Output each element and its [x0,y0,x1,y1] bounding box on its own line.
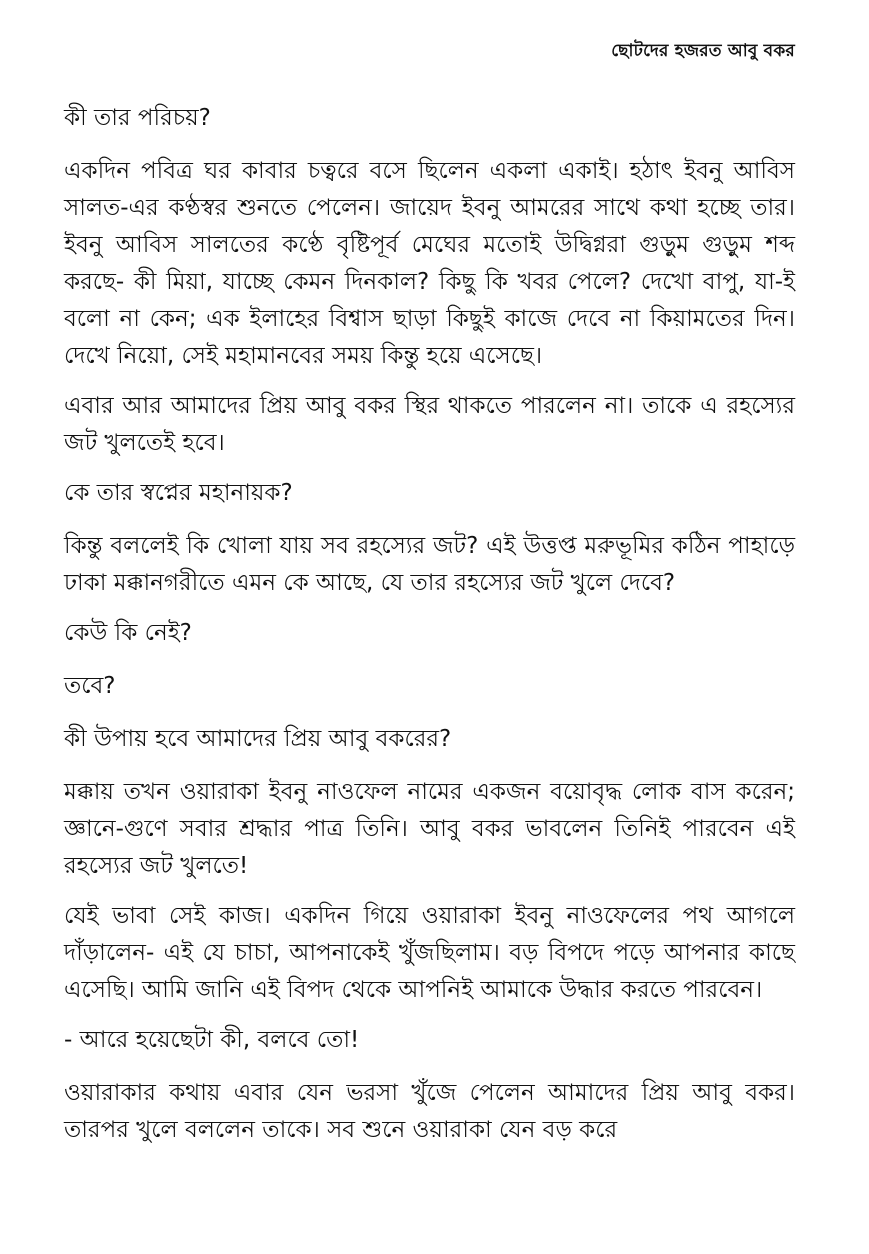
question-heading: কে তার স্বপ্নের মহানায়ক? [64,480,293,506]
body-paragraph: একদিন পবিত্র ঘর কাবার চত্বরে বসে ছিলেন একলা একাই। হঠাৎ ইবনু আবিস সালত-এর কণ্ঠস্বর শুনতে পেলেন। জায়েদ ইবনু আমরের সাথে কথা হচ্ছে তার। ইবনু আবিস সালতের কণ্ঠে বৃষ্টিপূর্ব মেঘের মতোই উদ্বিগ্নরা গুড়ুম গুড়ুম শব্দ করছে- কী মিয়া, যাচ্ছে কেমন দিনকাল? কিছু কি খবর পেলে? দেখো বাপু, যা-ই বলো না কেন; এক ইলাহের বিশ্বাস ছাড়া কিছুই কাজে দেবে না কিয়ামতের দিন। দেখে নিয়ো, সেই মহামানবের সময় কিন্তু হয়ে এসেছে। [64,158,795,369]
question-heading: কী তার পরিচয়? [64,105,211,131]
question-line: কেউ কি নেই? [64,620,192,646]
body-paragraph: কিন্তু বললেই কি খোলা যায় সব রহস্যের জট? এই উত্তপ্ত মরুভূমির কঠিন পাহাড়ে ঢাকা মক্কানগরীতে এমন কে আছে, যে তার রহস্যের জট খুলে দেবে? [64,533,795,596]
question-line: কী উপায় হবে আমাদের প্রিয় আবু বকরের? [64,726,452,752]
dialogue-line: - আরে হয়েছেটা কী, বলবে তো! [64,1027,360,1053]
question-line: তবে? [64,673,116,699]
body-paragraph: এবার আর আমাদের প্রিয় আবু বকর স্থির থাকতে পারলেন না। তাকে এ রহস্যের জট খুলতেই হবে। [64,393,795,456]
running-header: ছোটদের হজরত আবু বকর [611,41,795,61]
body-paragraph: যেই ভাবা সেই কাজ। একদিন গিয়ে ওয়ারাকা ইবনু নাওফেলের পথ আগলে দাঁড়ালেন- এই যে চাচা, আপনাকেই খুঁজছিলাম। বড় বিপদে পড়ে আপনার কাছে এসেছি। আমি জানি এই বিপদ থেকে আপনিই আমাকে উদ্ধার করতে পারবেন। [64,903,795,1003]
body-paragraph: ওয়ারাকার কথায় এবার যেন ভরসা খুঁজে পেলেন আমাদের প্রিয় আবু বকর। তারপর খুলে বললেন তাকে। সব শুনে ওয়ারাকা যেন বড় করে [64,1080,795,1143]
body-paragraph: মক্কায় তখন ওয়ারাকা ইবনু নাওফেল নামের একজন বয়োবৃদ্ধ লোক বাস করেন; জ্ঞানে-গুণে সবার শ্রদ্ধার পাত্র তিনি। আবু বকর ভাবলেন তিনিই পারবেন এই রহস্যের জট খুলতে! [64,779,795,879]
